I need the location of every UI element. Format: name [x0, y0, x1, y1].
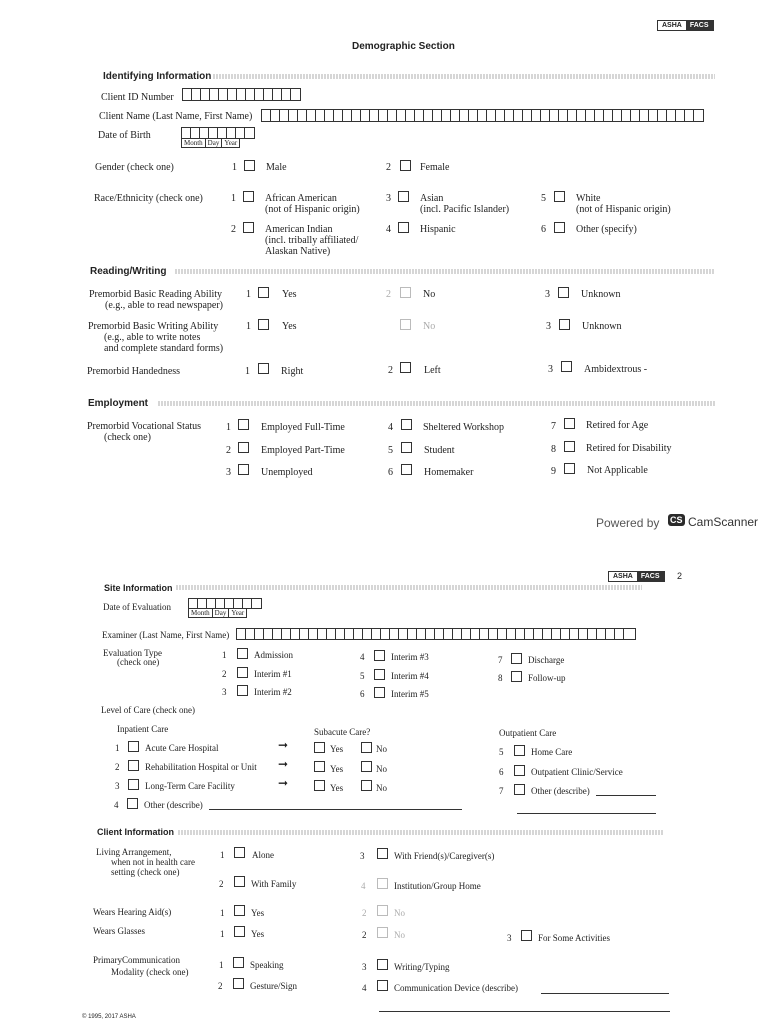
race-asian-checkbox[interactable] [398, 191, 409, 202]
option-number: 2 [362, 930, 367, 940]
eval-follow-up-checkbox[interactable] [511, 671, 522, 682]
inpatient-other-line[interactable] [209, 809, 462, 810]
option-label: Yes [330, 744, 344, 754]
handedness-label: Premorbid Handedness [87, 366, 181, 377]
race-american-indian-checkbox[interactable] [243, 222, 254, 233]
option-number: 5 [388, 445, 393, 456]
client-name-input[interactable] [261, 109, 704, 122]
outpatient-other-line-2[interactable] [517, 813, 656, 814]
eval-interim4-checkbox[interactable] [374, 669, 385, 680]
section-rule [176, 585, 642, 590]
eval-interim1-checkbox[interactable] [237, 667, 248, 678]
subacute-rehab-no-checkbox[interactable] [361, 761, 372, 772]
living-alone-checkbox[interactable] [234, 847, 245, 858]
asha-facs-badge [608, 571, 665, 582]
option-label: Male [266, 162, 287, 173]
reading-ability-sublabel: (e.g., able to read newspaper) [105, 300, 223, 311]
option-label: American Indian [265, 224, 333, 235]
option-sublabel: (incl. tribally affiliated/ [265, 235, 359, 246]
option-number: 1 [226, 422, 231, 433]
option-label: Long-Term Care Facility [145, 781, 235, 791]
writing-ability-sublabel: and complete standard forms) [104, 343, 224, 354]
glasses-some-activities-checkbox[interactable] [521, 930, 532, 941]
living-arrangement-sublabel: when not in health care [111, 857, 195, 867]
option-number: 6 [499, 767, 504, 777]
option-label: Communication Device (describe) [394, 983, 518, 993]
option-label: Homemaker [424, 467, 474, 478]
living-institution-checkbox[interactable] [377, 878, 388, 889]
option-label: Student [424, 445, 455, 456]
section-identifying-heading: Identifying Information [103, 71, 212, 82]
option-label: Yes [330, 764, 344, 774]
arrow-right-icon: ➞ [278, 757, 289, 771]
outpatient-heading: Outpatient Care [499, 728, 557, 738]
option-label: Interim #1 [254, 669, 292, 679]
vocational-status-sublabel: (check one) [104, 432, 151, 443]
option-label: With Family [251, 879, 297, 889]
option-label: With Friend(s)/Caregiver(s) [394, 851, 495, 861]
option-label: Other (specify) [576, 224, 637, 235]
dob-date-labels [181, 139, 240, 148]
handedness-right-checkbox[interactable] [258, 363, 269, 374]
copyright: © 1995, 2017 ASHA [82, 1014, 136, 1020]
option-number: 9 [551, 466, 556, 477]
modality-device-checkbox[interactable] [377, 980, 388, 991]
modality-sublabel: Modality (check one) [111, 967, 189, 977]
race-label: Race/Ethnicity (check one) [94, 193, 203, 204]
inpatient-heading: Inpatient Care [117, 724, 169, 734]
option-number: 6 [541, 224, 546, 235]
option-number: 4 [360, 652, 365, 662]
dob-input[interactable] [181, 127, 255, 139]
option-number: 1 [245, 366, 250, 377]
option-number: 2 [226, 445, 231, 456]
employment-part-time-checkbox[interactable] [238, 442, 249, 453]
option-number: 1 [246, 321, 251, 332]
eval-type-sublabel: (check one) [117, 657, 160, 667]
option-number: 2 [388, 365, 393, 376]
option-number: 2 [222, 669, 227, 679]
subacute-acute-no-checkbox[interactable] [361, 742, 372, 753]
section-client-heading: Client Information [97, 827, 174, 837]
hearing-yes-checkbox[interactable] [234, 905, 245, 916]
eval-admission-checkbox[interactable] [237, 648, 248, 659]
device-describe-line-2[interactable] [379, 1011, 670, 1012]
option-label: Yes [330, 783, 344, 793]
gender-male-checkbox[interactable] [244, 160, 255, 171]
arrow-right-icon: ➞ [278, 738, 289, 752]
eval-interim5-checkbox[interactable] [374, 687, 385, 698]
option-number: 1 [246, 289, 251, 300]
option-label: African American [265, 193, 337, 204]
living-with-family-checkbox[interactable] [234, 876, 245, 887]
section-rule [158, 401, 715, 406]
modality-writing-checkbox[interactable] [377, 959, 388, 970]
option-label: Yes [251, 908, 265, 918]
client-id-input[interactable] [182, 88, 301, 101]
option-label: Left [424, 365, 441, 376]
option-label: Right [281, 366, 304, 377]
level-of-care-label: Level of Care (check one) [101, 705, 195, 715]
option-label: Hispanic [420, 224, 456, 235]
vocational-status-label: Premorbid Vocational Status [87, 421, 202, 432]
subacute-long-term-yes-checkbox[interactable] [314, 780, 325, 791]
glasses-no-checkbox[interactable] [377, 927, 388, 938]
option-label: Interim #3 [391, 652, 429, 662]
option-label: Other (describe) [144, 800, 203, 810]
option-label: Interim #2 [254, 687, 292, 697]
subacute-long-term-no-checkbox[interactable] [361, 780, 372, 791]
option-number: 2 [218, 981, 223, 991]
inpatient-rehab-checkbox[interactable] [128, 760, 139, 771]
option-label: No [376, 744, 387, 754]
employment-sheltered-workshop-checkbox[interactable] [401, 419, 412, 430]
badge-facs: FACS [637, 572, 664, 581]
subacute-acute-yes-checkbox[interactable] [314, 742, 325, 753]
option-number: 2 [386, 289, 391, 300]
doe-date-labels [188, 609, 247, 618]
section-employment-heading: Employment [88, 398, 149, 409]
option-number: 3 [115, 781, 120, 791]
race-white-checkbox[interactable] [554, 191, 565, 202]
option-label: No [423, 321, 436, 332]
client-name-label: Client Name (Last Name, First Name) [99, 111, 253, 122]
option-sublabel: (incl. Pacific Islander) [420, 204, 510, 215]
employment-homemaker-checkbox[interactable] [401, 464, 412, 475]
option-label: Ambidextrous - [584, 364, 648, 375]
option-number: 1 [220, 929, 225, 939]
option-number: 4 [362, 983, 367, 993]
outpatient-other-line[interactable] [596, 795, 656, 796]
option-number: 7 [499, 786, 504, 796]
eval-type-label: Evaluation Type [103, 648, 162, 658]
option-label: Employed Part-Time [261, 445, 345, 456]
option-label: No [423, 289, 436, 300]
option-label: Interim #5 [391, 689, 429, 699]
employment-full-time-checkbox[interactable] [238, 419, 249, 430]
writing-ability-sublabel: (e.g., able to write notes [104, 332, 201, 343]
gender-label: Gender (check one) [95, 162, 174, 173]
option-label: Speaking [250, 960, 284, 970]
option-label: Admission [254, 650, 294, 660]
hearing-aid-label: Wears Hearing Aid(s) [93, 907, 172, 917]
option-number: 2 [386, 162, 391, 173]
option-number: 3 [546, 321, 551, 332]
option-number: 5 [360, 671, 365, 681]
writing-yes-checkbox[interactable] [258, 319, 269, 330]
option-label: Alone [252, 850, 274, 860]
option-number: 4 [114, 800, 119, 810]
option-label: Acute Care Hospital [145, 743, 219, 753]
option-number: 3 [548, 364, 553, 375]
client-id-label: Client ID Number [101, 92, 174, 103]
option-number: 5 [499, 747, 504, 757]
badge-facs: FACS [686, 21, 713, 30]
modality-label: PrimaryCommunication [93, 955, 180, 965]
option-label: No [394, 908, 405, 918]
camscanner-brand: CamScanner [688, 515, 759, 529]
inpatient-other-checkbox[interactable] [127, 798, 138, 809]
option-number: 1 [222, 650, 227, 660]
glasses-yes-checkbox[interactable] [234, 926, 245, 937]
option-number: 7 [551, 421, 556, 432]
option-label: Asian [420, 193, 444, 204]
option-number: 4 [386, 224, 391, 235]
option-label: Yes [282, 289, 297, 300]
option-number: 2 [219, 879, 224, 889]
month-label: Month [189, 609, 213, 617]
option-label: Yes [251, 929, 265, 939]
option-label: Not Applicable [587, 465, 648, 476]
option-label: Unknown [581, 289, 621, 300]
employment-retired-age-checkbox[interactable] [564, 418, 575, 429]
option-number: 5 [541, 193, 546, 204]
option-number: 7 [498, 655, 503, 665]
option-number: 1 [231, 193, 236, 204]
employment-not-applicable-checkbox[interactable] [564, 463, 575, 474]
subacute-rehab-yes-checkbox[interactable] [314, 761, 325, 772]
race-other-checkbox[interactable] [554, 222, 565, 233]
option-sublabel: (not of Hispanic origin) [576, 204, 671, 215]
option-number: 4 [361, 881, 366, 891]
modality-speaking-checkbox[interactable] [233, 957, 244, 968]
section-rule [178, 830, 663, 835]
year-label: Year [224, 139, 238, 147]
option-sublabel: Alaskan Native) [265, 246, 331, 257]
arrow-right-icon: ➞ [278, 776, 289, 790]
hearing-no-checkbox[interactable] [377, 905, 388, 916]
inpatient-long-term-checkbox[interactable] [128, 779, 139, 790]
option-label: Unemployed [261, 467, 313, 478]
option-label: For Some Activities [538, 933, 610, 943]
option-label: Outpatient Clinic/Service [531, 767, 623, 777]
option-label: Follow-up [528, 673, 566, 683]
handedness-ambidextrous-checkbox[interactable] [561, 361, 572, 372]
reading-ability-label: Premorbid Basic Reading Ability [89, 289, 223, 300]
option-label: Employed Full-Time [261, 422, 345, 433]
doe-input[interactable] [188, 598, 262, 609]
reading-yes-checkbox[interactable] [258, 287, 269, 298]
living-arrangement-label: Living Arrangement, [96, 847, 172, 857]
section-reading-heading: Reading/Writing [90, 266, 167, 277]
option-number: 3 [362, 962, 367, 972]
section-rule [175, 269, 715, 274]
living-with-friends-checkbox[interactable] [377, 848, 388, 859]
writing-no-checkbox[interactable] [400, 319, 411, 330]
option-label: No [394, 930, 405, 940]
section-rule [213, 74, 715, 79]
option-number: 1 [232, 162, 237, 173]
option-label: Retired for Disability [586, 443, 672, 454]
option-label: White [576, 193, 601, 204]
badge-asha: ASHA [662, 22, 682, 29]
option-label: Discharge [528, 655, 565, 665]
option-label: Gesture/Sign [250, 981, 297, 991]
option-number: 3 [360, 851, 365, 861]
option-number: 3 [386, 193, 391, 204]
option-label: Other (describe) [531, 786, 590, 796]
option-number: 3 [222, 687, 227, 697]
option-label: Institution/Group Home [394, 881, 481, 891]
option-number: 4 [388, 422, 393, 433]
inpatient-acute-checkbox[interactable] [128, 741, 139, 752]
option-number: 6 [360, 689, 365, 699]
examiner-input[interactable] [236, 628, 636, 640]
camscanner-logo-icon: CS [670, 515, 683, 525]
option-number: 1 [115, 743, 120, 753]
option-label: Home Care [531, 747, 573, 757]
option-label: Yes [282, 321, 297, 332]
outpatient-other-checkbox[interactable] [514, 784, 525, 795]
option-number: 8 [551, 444, 556, 455]
day-label: Day [206, 139, 223, 147]
handedness-left-checkbox[interactable] [400, 362, 411, 373]
option-number: 1 [220, 908, 225, 918]
option-number: 3 [507, 933, 512, 943]
month-label: Month [182, 139, 206, 147]
option-label: Rehabilitation Hospital or Unit [145, 762, 257, 772]
modality-gesture-checkbox[interactable] [233, 978, 244, 989]
section-site-heading: Site Information [104, 583, 173, 593]
option-number: 2 [231, 224, 236, 235]
option-number: 1 [220, 850, 225, 860]
day-label: Day [213, 609, 230, 617]
option-label: Unknown [582, 321, 622, 332]
page-title: Demographic Section [352, 41, 455, 52]
examiner-label: Examiner (Last Name, First Name) [102, 630, 230, 640]
eval-discharge-checkbox[interactable] [511, 653, 522, 664]
option-sublabel: (not of Hispanic origin) [265, 204, 360, 215]
option-label: Female [420, 162, 450, 173]
writing-ability-label: Premorbid Basic Writing Ability [88, 321, 219, 332]
option-number: 3 [226, 467, 231, 478]
reading-no-checkbox[interactable] [400, 287, 411, 298]
living-arrangement-sublabel: setting (check one) [111, 867, 180, 877]
option-label: No [376, 764, 387, 774]
glasses-label: Wears Glasses [93, 926, 146, 936]
subacute-heading: Subacute Care? [314, 727, 371, 737]
gender-female-checkbox[interactable] [400, 160, 411, 171]
option-label: No [376, 783, 387, 793]
doe-label: Date of Evaluation [103, 602, 171, 612]
badge-asha: ASHA [613, 573, 633, 580]
reading-unknown-checkbox[interactable] [558, 287, 569, 298]
option-label: Writing/Typing [394, 962, 450, 972]
option-number: 6 [388, 467, 393, 478]
employment-retired-disability-checkbox[interactable] [564, 441, 575, 452]
option-number: 3 [545, 289, 550, 300]
employment-student-checkbox[interactable] [401, 442, 412, 453]
asha-facs-badge [657, 20, 714, 31]
option-number: 2 [362, 908, 367, 918]
option-number: 2 [115, 762, 120, 772]
powered-by-text: Powered by [596, 516, 660, 530]
option-label: Sheltered Workshop [423, 422, 504, 433]
device-describe-line[interactable] [541, 993, 669, 994]
race-hispanic-checkbox[interactable] [398, 222, 409, 233]
option-number: 1 [219, 960, 224, 970]
eval-interim3-checkbox[interactable] [374, 650, 385, 661]
employment-unemployed-checkbox[interactable] [238, 464, 249, 475]
race-african-american-checkbox[interactable] [243, 191, 254, 202]
outpatient-home-care-checkbox[interactable] [514, 745, 525, 756]
dob-label: Date of Birth [98, 130, 151, 141]
option-number: 8 [498, 673, 503, 683]
option-label: Retired for Age [586, 420, 649, 431]
page-number: 2 [677, 571, 683, 581]
writing-unknown-checkbox[interactable] [559, 319, 570, 330]
eval-interim2-checkbox[interactable] [237, 685, 248, 696]
outpatient-clinic-checkbox[interactable] [514, 765, 525, 776]
year-label: Year [231, 609, 245, 617]
option-label: Interim #4 [391, 671, 429, 681]
